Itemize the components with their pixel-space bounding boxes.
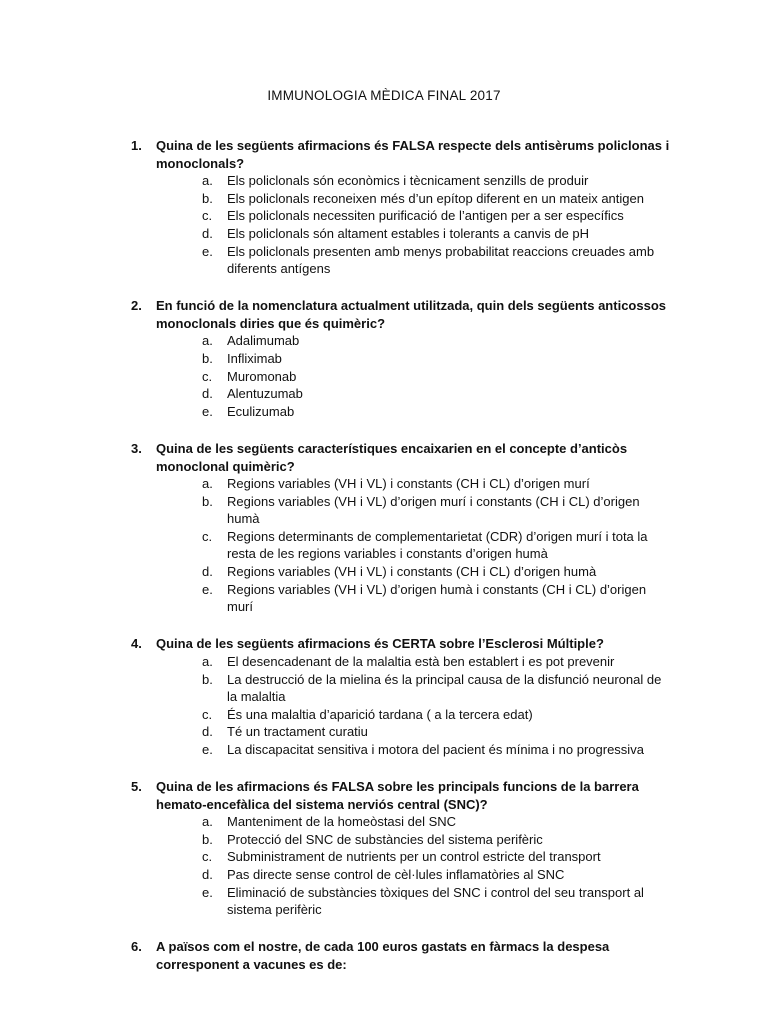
- option-letter: e.: [202, 884, 213, 900]
- question-3: [131, 440, 671, 616]
- document-title: IMMUNOLOGIA MÈDICA FINAL 2017: [267, 88, 501, 103]
- answer-option: [202, 866, 671, 884]
- option-letter: c.: [202, 208, 213, 224]
- option-letter: c.: [202, 528, 213, 544]
- answer-option: [202, 563, 671, 581]
- question-text: En funció de la nomenclatura actualment utilitzada, quin dels següents anticossos monoclonals diries que és quimèric?: [156, 298, 666, 331]
- answer-option: [202, 368, 671, 386]
- question-number: 5.: [131, 779, 142, 794]
- answer-option: [202, 671, 671, 706]
- answer-option: [202, 207, 671, 225]
- option-text: Subministrament de nutrients per un control estricte del transport: [227, 849, 601, 865]
- option-text: Els policlonals són altament estables i tolerants a canvis de pH: [227, 225, 590, 241]
- question-number: 1.: [131, 138, 142, 153]
- option-text: Pas directe sense control de cèl·lules inflamatòries al SNC: [227, 866, 565, 882]
- question-5: [131, 778, 671, 919]
- answer-option: [202, 741, 671, 759]
- option-text: Té un tractament curatiu: [227, 724, 368, 740]
- answer-option: [202, 653, 671, 671]
- option-letter: a.: [202, 653, 213, 669]
- question-text: Quina de les següents afirmacions és FALSA respecte dels antisèrums policlonas i monoclonals?: [156, 138, 670, 171]
- answer-option: [202, 528, 671, 563]
- answer-option: [202, 706, 671, 724]
- option-text: La discapacitat sensitiva i motora del pacient és mínima i no progressiva: [227, 741, 644, 757]
- answer-option: [202, 190, 671, 208]
- answer-option: [202, 385, 671, 403]
- question-number: 2.: [131, 298, 142, 314]
- option-text: Eculizumab: [227, 403, 295, 419]
- option-letter: a.: [202, 333, 213, 349]
- option-text: El desencadenant de la malaltia està ben establert i es pot prevenir: [227, 653, 615, 669]
- option-text: Regions variables (VH i VL) i constants (CH i CL) d’origen murí: [227, 476, 590, 492]
- question-number: 6.: [131, 939, 142, 955]
- answer-options: [156, 813, 671, 919]
- option-letter: a.: [202, 173, 213, 189]
- option-letter: e.: [202, 403, 213, 419]
- question-1: [131, 137, 671, 278]
- question-text: A països com el nostre, de cada 100 euros gastats en fàrmacs la despesa corresponent a vacunes es de:: [156, 939, 610, 972]
- question-list: [131, 137, 671, 993]
- answer-options: [156, 475, 671, 616]
- answer-option: [202, 831, 671, 849]
- answer-option: [202, 475, 671, 493]
- question-text: Quina de les següents característiques encaixarien en el concepte d’anticòs monoclonal quimèric?: [156, 440, 628, 474]
- option-text: Infliximab: [227, 351, 282, 367]
- option-text: Regions variables (VH i VL) d’origen humà i constants (CH i CL) d’origen murí: [227, 581, 647, 615]
- option-text: Regions variables (VH i VL) i constants (CH i CL) d’origen humà: [227, 564, 597, 580]
- answer-option: [202, 243, 671, 278]
- option-letter: b.: [202, 831, 213, 847]
- option-text: Regions variables (VH i VL) d’origen murí i constants (CH i CL) d’origen humà: [227, 493, 640, 527]
- answer-option: [202, 493, 671, 528]
- option-text: Alentuzumab: [227, 386, 303, 402]
- option-letter: c.: [202, 368, 213, 384]
- option-text: Els policlonals són econòmics i tècnicament senzills de produir: [227, 173, 589, 189]
- option-letter: d.: [202, 564, 213, 580]
- option-letter: b.: [202, 190, 213, 206]
- option-text: Protecció del SNC de substàncies del sistema perifèric: [227, 831, 543, 847]
- option-text: Eliminació de substàncies tòxiques del SNC i control del seu transport al sistema perifèric: [227, 884, 644, 918]
- option-letter: b.: [202, 671, 213, 687]
- answer-option: [202, 884, 671, 919]
- answer-option: [202, 332, 671, 350]
- answer-option: [202, 172, 671, 190]
- option-letter: a.: [202, 476, 213, 492]
- option-letter: d.: [202, 386, 213, 402]
- question-number: 4.: [131, 636, 142, 652]
- answer-option: [202, 225, 671, 243]
- option-text: Els policlonals presenten amb menys probabilitat reaccions creuades amb diferents antígens: [227, 243, 655, 277]
- answer-option: [202, 813, 671, 831]
- question-text: Quina de les següents afirmacions és CERTA sobre l’Esclerosi Múltiple?: [156, 636, 604, 652]
- option-letter: d.: [202, 724, 213, 740]
- option-letter: c.: [202, 706, 213, 722]
- answer-option: [202, 581, 671, 616]
- option-letter: a.: [202, 814, 213, 830]
- option-letter: d.: [202, 866, 213, 882]
- option-letter: d.: [202, 225, 213, 241]
- option-text: Adalimumab: [227, 333, 300, 349]
- answer-option: [202, 403, 671, 421]
- answer-options: [156, 332, 671, 420]
- option-text: Regions determinants de complementarietat (CDR) d’origen murí i tota la resta de les regions variables i constants d’origen humà: [227, 528, 648, 562]
- option-text: Muromonab: [227, 368, 297, 384]
- option-letter: e.: [202, 581, 213, 597]
- option-text: La destrucció de la mielina és la principal causa de la disfunció neuronal de la malaltia: [227, 671, 662, 705]
- question-2: [131, 297, 671, 420]
- question-number: 3.: [131, 440, 142, 456]
- answer-option: [202, 848, 671, 866]
- answer-options: [156, 653, 671, 759]
- option-letter: e.: [202, 243, 213, 259]
- option-letter: b.: [202, 351, 213, 367]
- answer-option: [202, 723, 671, 741]
- option-letter: e.: [202, 741, 213, 757]
- answer-options: [156, 172, 671, 278]
- option-letter: c.: [202, 849, 213, 865]
- option-text: Els policlonals necessiten purificació de l’antigen per a ser específics: [227, 208, 624, 224]
- answer-option: [202, 350, 671, 368]
- option-text: Manteniment de la homeòstasi del SNC: [227, 814, 457, 830]
- question-6: [131, 938, 671, 973]
- option-letter: b.: [202, 493, 213, 509]
- option-text: Els policlonals reconeixen més d’un epítop diferent en un mateix antigen: [227, 190, 644, 206]
- question-text: Quina de les afirmacions és FALSA sobre les principals funcions de la barrera hemato-encefàlica del sistema nerviós central (SNC)?: [156, 779, 639, 812]
- question-4: [131, 635, 671, 758]
- option-text: És una malaltia d’aparició tardana ( a la tercera edat): [227, 706, 533, 722]
